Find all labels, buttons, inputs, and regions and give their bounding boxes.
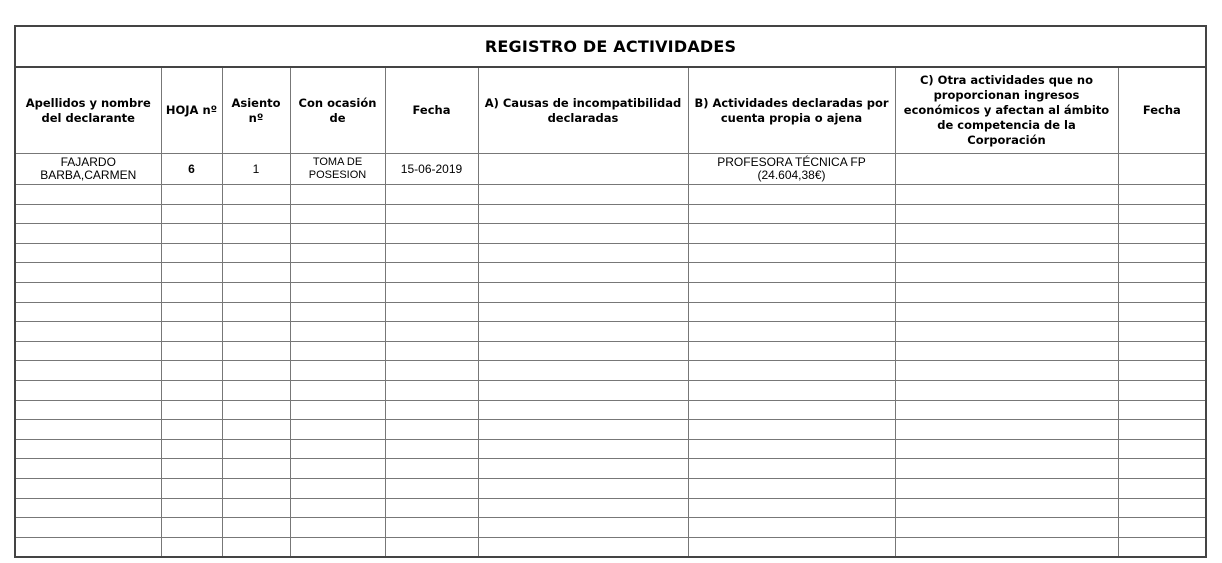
cell-fecha bbox=[385, 302, 478, 322]
cell-hoja bbox=[161, 341, 222, 361]
cell-causas bbox=[478, 439, 688, 459]
cell-causas bbox=[478, 204, 688, 224]
cell-otras bbox=[895, 537, 1118, 557]
cell-causas bbox=[478, 282, 688, 302]
cell-hoja bbox=[161, 518, 222, 538]
cell-causas bbox=[478, 341, 688, 361]
cell-fecha2 bbox=[1118, 243, 1206, 263]
cell-ocasion bbox=[290, 478, 385, 498]
activity-register-table bbox=[14, 25, 1207, 558]
cell-ocasion bbox=[290, 341, 385, 361]
cell-otras bbox=[895, 185, 1118, 205]
cell-fecha bbox=[385, 243, 478, 263]
cell-fecha bbox=[385, 439, 478, 459]
cell-otras bbox=[895, 459, 1118, 479]
cell-hoja bbox=[161, 380, 222, 400]
cell-asiento bbox=[222, 439, 290, 459]
cell-asiento bbox=[222, 400, 290, 420]
cell-actividades bbox=[688, 224, 895, 244]
cell-nombre bbox=[15, 478, 161, 498]
cell-otras bbox=[895, 400, 1118, 420]
cell-nombre bbox=[15, 263, 161, 283]
cell-asiento bbox=[222, 341, 290, 361]
cell-otras bbox=[895, 154, 1118, 185]
cell-otras bbox=[895, 380, 1118, 400]
cell-asiento bbox=[222, 224, 290, 244]
cell-nombre bbox=[15, 341, 161, 361]
cell-nombre bbox=[15, 282, 161, 302]
cell-fecha bbox=[385, 224, 478, 244]
cell-hoja bbox=[161, 420, 222, 440]
cell-nombre bbox=[15, 302, 161, 322]
cell-fecha2 bbox=[1118, 361, 1206, 381]
column-header-causas: A) Causas de incompatibilidad declaradas bbox=[478, 67, 688, 154]
cell-ocasion bbox=[290, 459, 385, 479]
cell-actividades bbox=[688, 361, 895, 381]
table-row bbox=[15, 282, 1206, 302]
column-header-otras: C) Otra actividades que no proporcionan ingresos económicos y afectan al ámbito de competencia de la Corporación bbox=[895, 67, 1118, 154]
cell-fecha bbox=[385, 498, 478, 518]
cell-nombre bbox=[15, 322, 161, 342]
cell-actividades bbox=[688, 478, 895, 498]
cell-ocasion bbox=[290, 282, 385, 302]
cell-causas bbox=[478, 518, 688, 538]
cell-hoja bbox=[161, 439, 222, 459]
cell-actividades bbox=[688, 439, 895, 459]
table-row bbox=[15, 400, 1206, 420]
cell-nombre bbox=[15, 400, 161, 420]
cell-otras bbox=[895, 439, 1118, 459]
cell-nombre bbox=[15, 439, 161, 459]
cell-otras bbox=[895, 302, 1118, 322]
cell-fecha bbox=[385, 459, 478, 479]
table-row bbox=[15, 341, 1206, 361]
cell-causas bbox=[478, 400, 688, 420]
cell-actividades bbox=[688, 185, 895, 205]
cell-fecha2 bbox=[1118, 380, 1206, 400]
table-row bbox=[15, 185, 1206, 205]
cell-otras bbox=[895, 263, 1118, 283]
cell-causas bbox=[478, 498, 688, 518]
cell-otras bbox=[895, 341, 1118, 361]
cell-causas bbox=[478, 154, 688, 185]
cell-fecha bbox=[385, 537, 478, 557]
cell-fecha2 bbox=[1118, 185, 1206, 205]
cell-nombre bbox=[15, 518, 161, 538]
cell-causas bbox=[478, 185, 688, 205]
cell-actividades bbox=[688, 204, 895, 224]
page-title: REGISTRO DE ACTIVIDADES bbox=[15, 26, 1206, 67]
cell-ocasion bbox=[290, 361, 385, 381]
cell-nombre bbox=[15, 420, 161, 440]
cell-ocasion bbox=[290, 537, 385, 557]
cell-fecha2 bbox=[1118, 154, 1206, 185]
cell-fecha bbox=[385, 478, 478, 498]
cell-fecha2 bbox=[1118, 439, 1206, 459]
cell-actividades bbox=[688, 420, 895, 440]
cell-fecha bbox=[385, 341, 478, 361]
cell-ocasion: TOMA DE POSESION bbox=[290, 154, 385, 185]
cell-actividades bbox=[688, 302, 895, 322]
cell-fecha bbox=[385, 263, 478, 283]
table-row bbox=[15, 243, 1206, 263]
table-row bbox=[15, 537, 1206, 557]
cell-ocasion bbox=[290, 224, 385, 244]
cell-fecha bbox=[385, 185, 478, 205]
cell-hoja bbox=[161, 263, 222, 283]
cell-hoja bbox=[161, 537, 222, 557]
cell-fecha2 bbox=[1118, 204, 1206, 224]
cell-fecha: 15-06-2019 bbox=[385, 154, 478, 185]
cell-ocasion bbox=[290, 204, 385, 224]
cell-nombre bbox=[15, 537, 161, 557]
cell-fecha bbox=[385, 361, 478, 381]
cell-ocasion bbox=[290, 400, 385, 420]
cell-hoja bbox=[161, 478, 222, 498]
cell-hoja bbox=[161, 224, 222, 244]
table-row bbox=[15, 459, 1206, 479]
table-row bbox=[15, 498, 1206, 518]
cell-hoja bbox=[161, 282, 222, 302]
cell-otras bbox=[895, 361, 1118, 381]
cell-ocasion bbox=[290, 439, 385, 459]
cell-asiento bbox=[222, 282, 290, 302]
cell-causas bbox=[478, 537, 688, 557]
cell-actividades bbox=[688, 263, 895, 283]
cell-causas bbox=[478, 420, 688, 440]
cell-actividades bbox=[688, 537, 895, 557]
cell-asiento bbox=[222, 459, 290, 479]
cell-hoja bbox=[161, 185, 222, 205]
cell-otras bbox=[895, 204, 1118, 224]
column-header-fecha2: Fecha bbox=[1118, 67, 1206, 154]
cell-ocasion bbox=[290, 322, 385, 342]
table-row bbox=[15, 322, 1206, 342]
cell-fecha2 bbox=[1118, 263, 1206, 283]
cell-ocasion bbox=[290, 420, 385, 440]
cell-otras bbox=[895, 243, 1118, 263]
table-row bbox=[15, 361, 1206, 381]
cell-ocasion bbox=[290, 498, 385, 518]
cell-hoja bbox=[161, 459, 222, 479]
cell-otras bbox=[895, 518, 1118, 538]
cell-ocasion bbox=[290, 518, 385, 538]
cell-asiento bbox=[222, 380, 290, 400]
table-row bbox=[15, 439, 1206, 459]
cell-actividades bbox=[688, 341, 895, 361]
cell-nombre bbox=[15, 361, 161, 381]
table-row bbox=[15, 263, 1206, 283]
header-row bbox=[15, 67, 1206, 154]
cell-fecha2 bbox=[1118, 420, 1206, 440]
column-header-actividades: B) Actividades declaradas por cuenta propia o ajena bbox=[688, 67, 895, 154]
cell-hoja bbox=[161, 498, 222, 518]
cell-causas bbox=[478, 478, 688, 498]
column-header-asiento: Asiento nº bbox=[222, 67, 290, 154]
cell-asiento: 1 bbox=[222, 154, 290, 185]
cell-actividades bbox=[688, 380, 895, 400]
cell-causas bbox=[478, 361, 688, 381]
cell-hoja bbox=[161, 243, 222, 263]
cell-actividades bbox=[688, 243, 895, 263]
cell-otras bbox=[895, 224, 1118, 244]
cell-causas bbox=[478, 459, 688, 479]
cell-fecha bbox=[385, 380, 478, 400]
cell-fecha2 bbox=[1118, 341, 1206, 361]
cell-fecha2 bbox=[1118, 537, 1206, 557]
table-row bbox=[15, 302, 1206, 322]
cell-otras bbox=[895, 498, 1118, 518]
table-row bbox=[15, 380, 1206, 400]
cell-fecha2 bbox=[1118, 302, 1206, 322]
cell-nombre: FAJARDO BARBA,CARMEN bbox=[15, 154, 161, 185]
cell-actividades bbox=[688, 498, 895, 518]
cell-ocasion bbox=[290, 185, 385, 205]
cell-fecha2 bbox=[1118, 282, 1206, 302]
table-row bbox=[15, 420, 1206, 440]
cell-otras bbox=[895, 282, 1118, 302]
cell-fecha2 bbox=[1118, 400, 1206, 420]
activity-register-sheet bbox=[14, 25, 1205, 558]
table-body bbox=[15, 154, 1206, 558]
cell-nombre bbox=[15, 498, 161, 518]
column-header-ocasion: Con ocasión de bbox=[290, 67, 385, 154]
cell-nombre bbox=[15, 459, 161, 479]
cell-nombre bbox=[15, 224, 161, 244]
cell-ocasion bbox=[290, 263, 385, 283]
cell-hoja bbox=[161, 302, 222, 322]
table-row bbox=[15, 154, 1206, 185]
cell-asiento bbox=[222, 204, 290, 224]
cell-nombre bbox=[15, 204, 161, 224]
cell-fecha2 bbox=[1118, 224, 1206, 244]
cell-ocasion bbox=[290, 380, 385, 400]
cell-nombre bbox=[15, 243, 161, 263]
cell-otras bbox=[895, 322, 1118, 342]
cell-fecha2 bbox=[1118, 518, 1206, 538]
cell-causas bbox=[478, 263, 688, 283]
table-row bbox=[15, 478, 1206, 498]
cell-asiento bbox=[222, 263, 290, 283]
cell-ocasion bbox=[290, 302, 385, 322]
cell-hoja bbox=[161, 204, 222, 224]
cell-fecha2 bbox=[1118, 478, 1206, 498]
cell-nombre bbox=[15, 185, 161, 205]
cell-fecha bbox=[385, 204, 478, 224]
cell-asiento bbox=[222, 478, 290, 498]
cell-asiento bbox=[222, 420, 290, 440]
cell-fecha bbox=[385, 282, 478, 302]
cell-asiento bbox=[222, 322, 290, 342]
cell-actividades bbox=[688, 459, 895, 479]
cell-hoja: 6 bbox=[161, 154, 222, 185]
cell-causas bbox=[478, 302, 688, 322]
cell-actividades bbox=[688, 282, 895, 302]
cell-hoja bbox=[161, 400, 222, 420]
cell-actividades bbox=[688, 518, 895, 538]
cell-otras bbox=[895, 478, 1118, 498]
cell-asiento bbox=[222, 537, 290, 557]
cell-causas bbox=[478, 380, 688, 400]
cell-fecha bbox=[385, 400, 478, 420]
cell-hoja bbox=[161, 322, 222, 342]
cell-asiento bbox=[222, 243, 290, 263]
cell-asiento bbox=[222, 498, 290, 518]
cell-actividades bbox=[688, 400, 895, 420]
cell-fecha2 bbox=[1118, 459, 1206, 479]
cell-fecha2 bbox=[1118, 498, 1206, 518]
cell-asiento bbox=[222, 302, 290, 322]
cell-fecha bbox=[385, 322, 478, 342]
column-header-hoja: HOJA nº bbox=[161, 67, 222, 154]
cell-asiento bbox=[222, 185, 290, 205]
cell-actividades: PROFESORA TÉCNICA FP (24.604,38€) bbox=[688, 154, 895, 185]
cell-actividades bbox=[688, 322, 895, 342]
cell-otras bbox=[895, 420, 1118, 440]
table-row bbox=[15, 224, 1206, 244]
cell-fecha bbox=[385, 420, 478, 440]
cell-fecha bbox=[385, 518, 478, 538]
cell-ocasion bbox=[290, 243, 385, 263]
cell-hoja bbox=[161, 361, 222, 381]
cell-causas bbox=[478, 322, 688, 342]
table-row bbox=[15, 518, 1206, 538]
cell-fecha2 bbox=[1118, 322, 1206, 342]
cell-causas bbox=[478, 224, 688, 244]
cell-nombre bbox=[15, 380, 161, 400]
column-header-fecha: Fecha bbox=[385, 67, 478, 154]
cell-causas bbox=[478, 243, 688, 263]
table-row bbox=[15, 204, 1206, 224]
column-header-nombre: Apellidos y nombre del declarante bbox=[15, 67, 161, 154]
cell-asiento bbox=[222, 518, 290, 538]
cell-asiento bbox=[222, 361, 290, 381]
